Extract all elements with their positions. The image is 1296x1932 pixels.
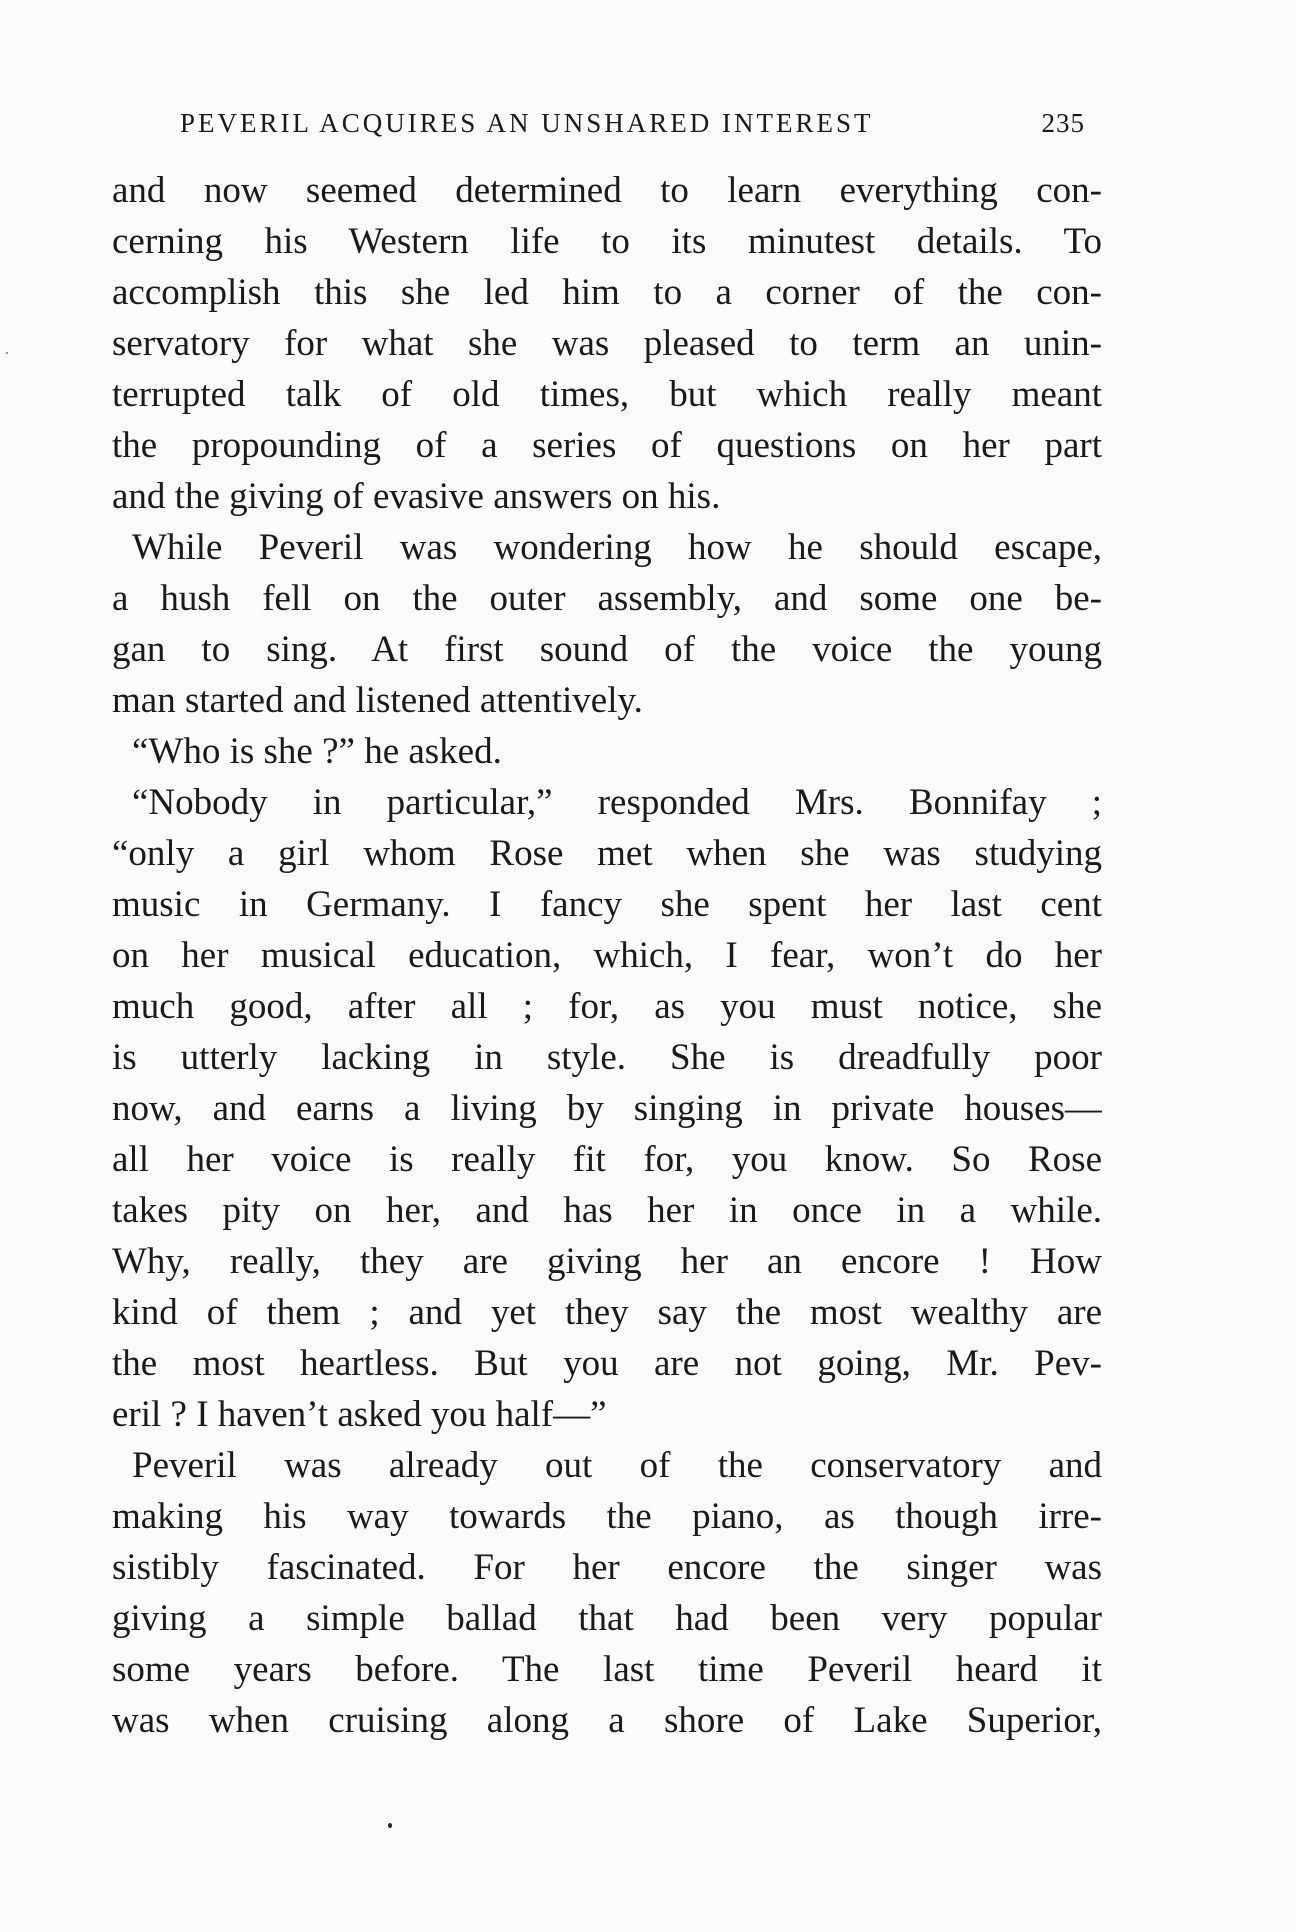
text-line: and now seemed determined to learn everything con- [112,170,1102,211]
text-line: a hush fell on the outer assembly, and some one be- [112,578,1102,619]
text-line: cerning his Western life to its minutest details. To [112,221,1102,262]
text-line: some years before. The last time Peveril heard it [112,1649,1102,1690]
text-line: the most heartless. But you are not going, Mr. Pev- [112,1343,1102,1384]
text-line: kind of them ; and yet they say the most wealthy are [112,1292,1102,1333]
text-line: much good, after all ; for, as you must notice, she [112,986,1102,1027]
text-line: the propounding of a series of questions on her part [112,425,1102,466]
text-line: music in Germany. I fancy she spent her last cent [112,884,1102,925]
text-line: “Who is she ?” he asked. [132,731,502,772]
text-line: accomplish this she led him to a corner of the con- [112,272,1102,313]
page-number: 235 [1041,108,1085,138]
text-line: “only a girl whom Rose met when she was studying [112,833,1102,874]
text-line: man started and listened attentively. [112,680,643,721]
text-line: eril ? I haven’t asked you half—” [112,1394,607,1435]
text-line: Why, really, they are giving her an encore ! How [112,1241,1102,1282]
text-line: servatory for what she was pleased to term an unin- [112,323,1102,364]
text-line: all her voice is really fit for, you know. So Rose [112,1139,1102,1180]
text-line: giving a simple ballad that had been very popular [112,1598,1102,1639]
printer-mark [388,1823,392,1828]
page-header [180,108,1085,148]
text-line: takes pity on her, and has her in once in a while. [112,1190,1102,1231]
text-line: and the giving of evasive answers on his. [112,476,721,517]
text-line: While Peveril was wondering how he should escape, [132,527,1102,568]
edge-speck [6,352,8,354]
text-line: gan to sing. At first sound of the voice the young [112,629,1102,670]
text-line: on her musical education, which, I fear, won’t do her [112,935,1102,976]
text-line: “Nobody in particular,” responded Mrs. Bonnifay ; [132,782,1102,823]
text-line: Peveril was already out of the conservatory and [132,1445,1102,1486]
text-line: is utterly lacking in style. She is dreadfully poor [112,1037,1102,1078]
text-line: terrupted talk of old times, but which really meant [112,374,1102,415]
text-line: sistibly fascinated. For her encore the singer was [112,1547,1102,1588]
text-line: now, and earns a living by singing in private houses— [112,1088,1102,1129]
body-text [112,165,1102,1746]
text-line: was when cruising along a shore of Lake Superior, [112,1700,1102,1741]
text-line: making his way towards the piano, as though irre- [112,1496,1102,1537]
running-head: PEVERIL ACQUIRES AN UNSHARED INTEREST [180,108,874,138]
